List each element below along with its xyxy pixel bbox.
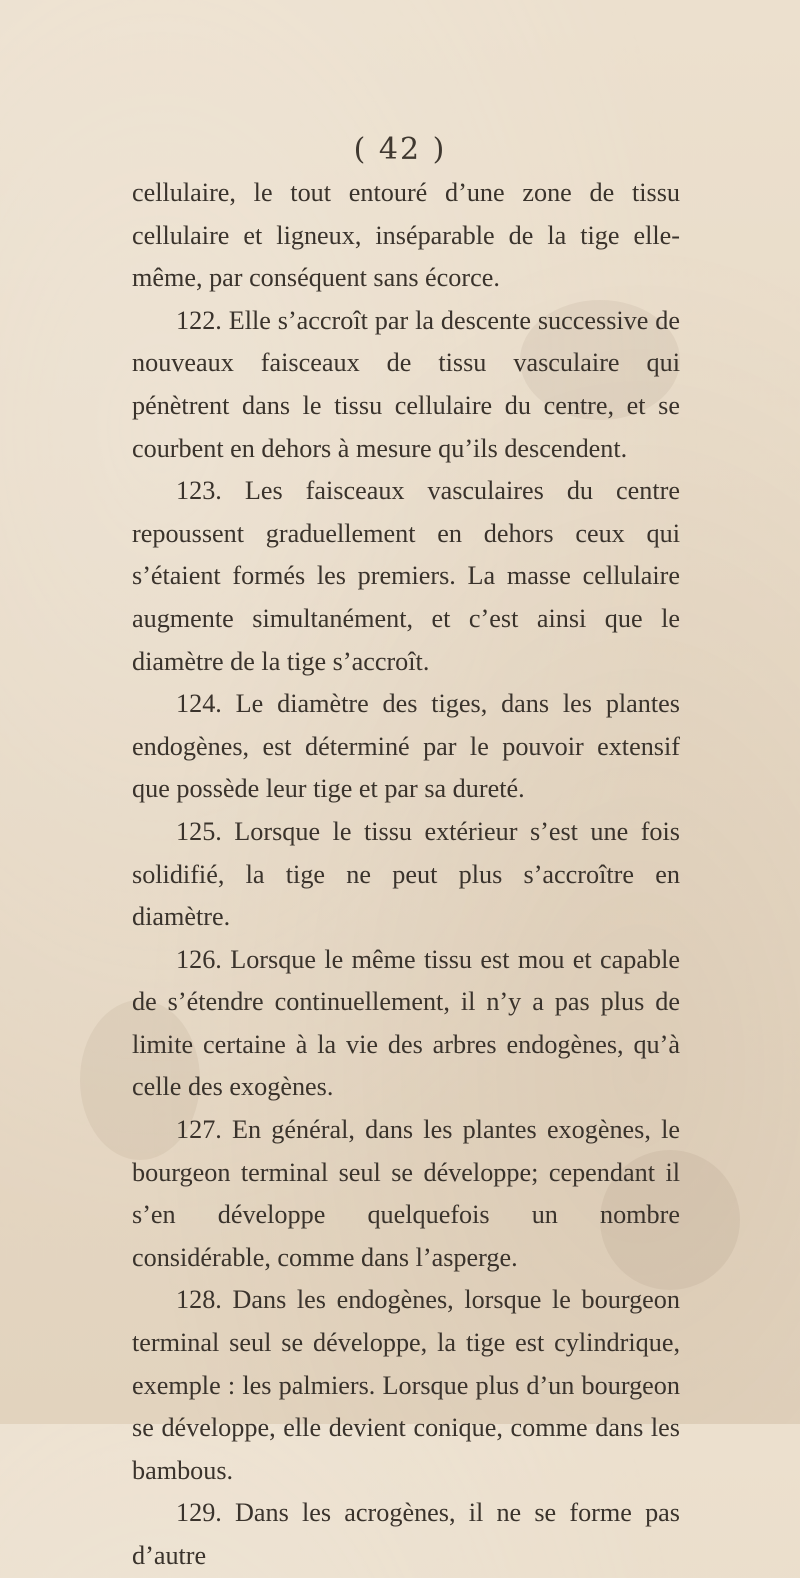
paragraph-text: Dans les endogènes, lorsque le bourgeon terminal seul se développe, la tige est cylindrique, exemple : les palmiers. Lorsque plus d’un bourgeon se développe, elle devient conique, comme dans les bambous. [132, 1285, 680, 1485]
paragraph-127 [132, 1109, 680, 1279]
paragraph-text: En général, dans les plantes exogènes, le bourgeon terminal seul se développe; cependant il s’en développe quelquefois un nombre considérable, comme dans l’asperge. [132, 1115, 681, 1272]
paragraph-129 [132, 1492, 680, 1577]
paragraph-124 [132, 683, 680, 811]
paragraph-number: 127. [176, 1115, 222, 1145]
paragraph-126 [132, 939, 680, 1109]
paragraph-125 [132, 811, 680, 939]
paragraph-text: Lorsque le tissu extérieur s’est une fois solidifié, la tige ne peut plus s’accroître en diamètre. [132, 816, 680, 932]
paragraph-text: Elle s’accroît par la descente successive de nouveaux faisceaux de tissu vasculaire qui pénètrent dans le tissu cellulaire du centre, et se courbent en dehors à mesure qu’ils descendent. [132, 305, 680, 463]
paragraph-122 [132, 300, 680, 470]
paragraph-text: cellulaire, le tout entouré d’une zone de tissu cellulaire et ligneux, inséparable de la tige elle-même, par conséquent sans écorce. [132, 178, 680, 293]
page-number: ( 42 ) [353, 132, 447, 167]
paragraph-123 [132, 470, 680, 683]
paragraph-number: 123. [176, 476, 222, 506]
paragraph-number: 129. [176, 1498, 222, 1528]
paragraph-number: 125. [176, 816, 222, 846]
body-text [132, 172, 680, 1578]
paragraph-text: Lorsque le même tissu est mou et capable de s’étendre continuellement, il n’y a pas plus de limite certaine à la vie des arbres endogènes, qu’à celle des exogènes. [132, 944, 681, 1102]
paragraph-text: Le diamètre des tiges, dans les plantes endogènes, est déterminé par le pouvoir extensif que possède leur tige et par sa dureté. [132, 689, 680, 804]
paragraph-number: 128. [176, 1285, 222, 1315]
paragraph-text: Les faisceaux vasculaires du centre repoussent graduellement en dehors ceux qui s’étaient formés les premiers. La masse cellulaire augmente simultanément, et c’est ainsi que le diamètre de la tige s’accroît. [132, 476, 680, 676]
paragraph-number: 126. [176, 944, 222, 974]
paragraph-text: Dans les acrogènes, il ne se forme pas d’autre [132, 1498, 680, 1570]
paragraph-number: 122. [176, 305, 222, 335]
paragraph-continuation [132, 172, 680, 300]
paragraph-128 [132, 1279, 680, 1492]
paragraph-number: 124. [176, 689, 222, 719]
